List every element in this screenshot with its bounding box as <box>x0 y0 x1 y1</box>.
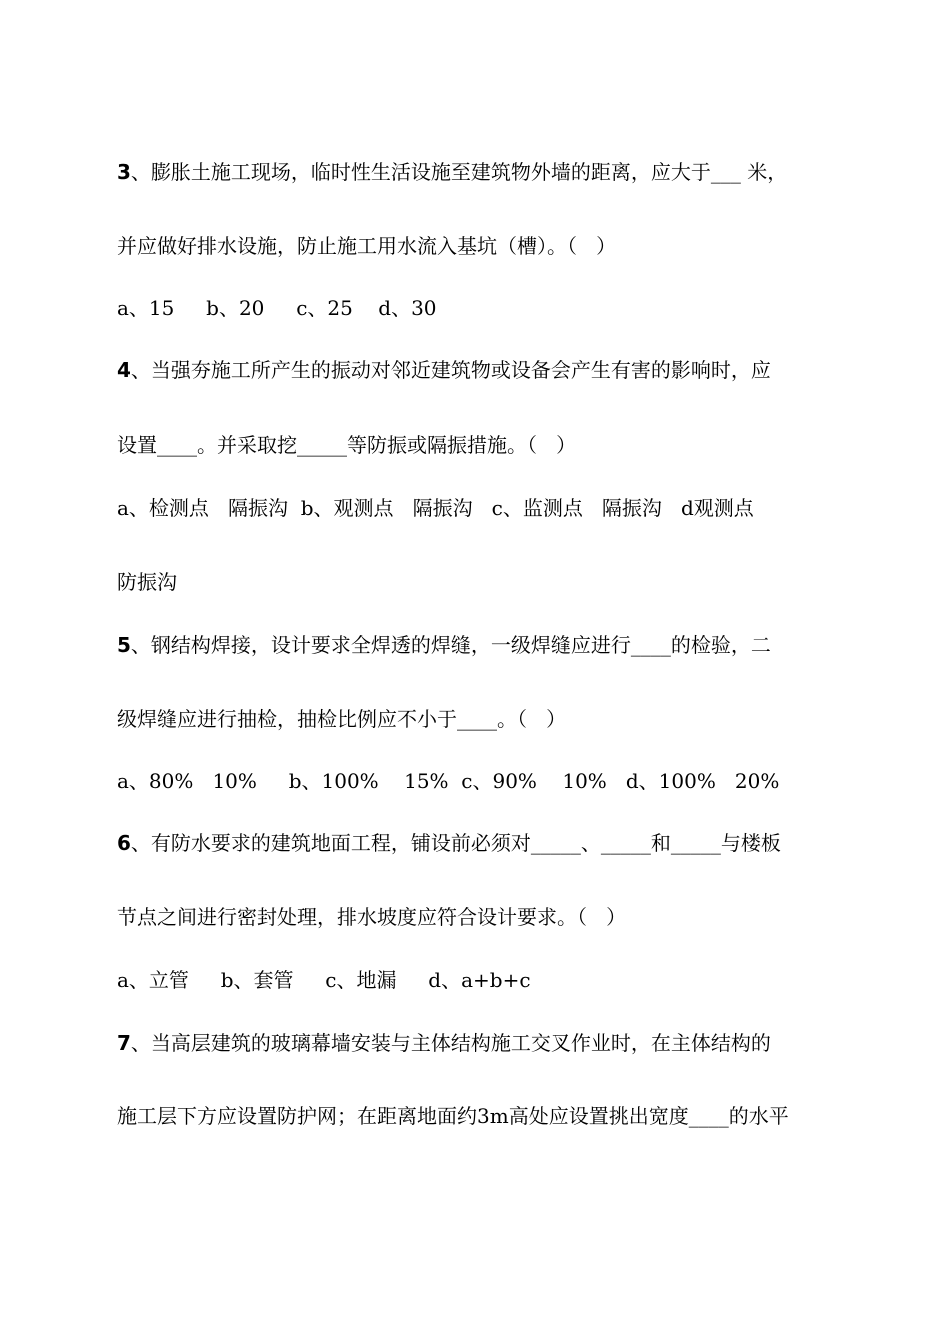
question-4-options-cont <box>117 568 177 596</box>
answer-options: a、检测点 隔振沟 b、观测点 隔振沟 c、监测点 隔振沟 d观测点 <box>117 496 754 520</box>
question-text: 施工层下方应设置防护网；在距离地面约3m高处应设置挑出宽度____的水平 <box>117 1104 789 1128</box>
question-6-line-2 <box>117 903 626 931</box>
question-text: 、有防水要求的建筑地面工程，铺设前必须对_____、_____和_____与楼板 <box>130 831 781 855</box>
question-5-line-1 <box>117 631 771 659</box>
answer-options: a、80% 10% b、100% 15% c、90% 10% d、100% 20% <box>117 769 780 793</box>
question-number: 3 <box>117 160 131 184</box>
question-3-line-2 <box>117 232 616 260</box>
question-6-line-1 <box>117 829 781 857</box>
question-text: 并应做好排水设施，防止施工用水流入基坑（槽）。（ ） <box>117 234 617 258</box>
question-text: 、膨胀土施工现场，临时性生活设施至建筑物外墙的距离，应大于___ 米， <box>130 160 788 184</box>
answer-options: a、15 b、20 c、25 d、30 <box>117 296 437 320</box>
question-7-line-1 <box>117 1029 771 1057</box>
question-number: 6 <box>117 831 131 855</box>
question-text: 节点之间进行密封处理，排水坡度应符合设计要求。（ ） <box>117 905 627 929</box>
question-text: 设置____。并采取挖_____等防振或隔振措施。（ ） <box>117 433 577 457</box>
question-7-line-2 <box>117 1102 789 1130</box>
question-5-line-2 <box>117 705 566 733</box>
question-3-line-1 <box>117 158 787 186</box>
question-number: 4 <box>117 358 131 382</box>
answer-options: a、立管 b、套管 c、地漏 d、a+b+c <box>117 968 531 992</box>
question-6-options <box>117 966 531 994</box>
question-4-line-2 <box>117 431 576 459</box>
question-text: 级焊缝应进行抽检，抽检比例应不小于____。（ ） <box>117 707 567 731</box>
question-3-options <box>117 294 437 322</box>
answer-options: 防振沟 <box>117 570 177 594</box>
question-number: 7 <box>117 1031 131 1055</box>
question-4-options <box>117 494 754 522</box>
question-5-options <box>117 767 779 795</box>
question-text: 、当高层建筑的玻璃幕墙安装与主体结构施工交叉作业时，在主体结构的 <box>130 1031 771 1055</box>
question-text: 、钢结构焊接，设计要求全焊透的焊缝，一级焊缝应进行____的检验，二 <box>130 633 771 657</box>
question-4-line-1 <box>117 356 771 384</box>
question-number: 5 <box>117 633 131 657</box>
question-text: 、当强夯施工所产生的振动对邻近建筑物或设备会产生有害的影响时，应 <box>130 358 771 382</box>
